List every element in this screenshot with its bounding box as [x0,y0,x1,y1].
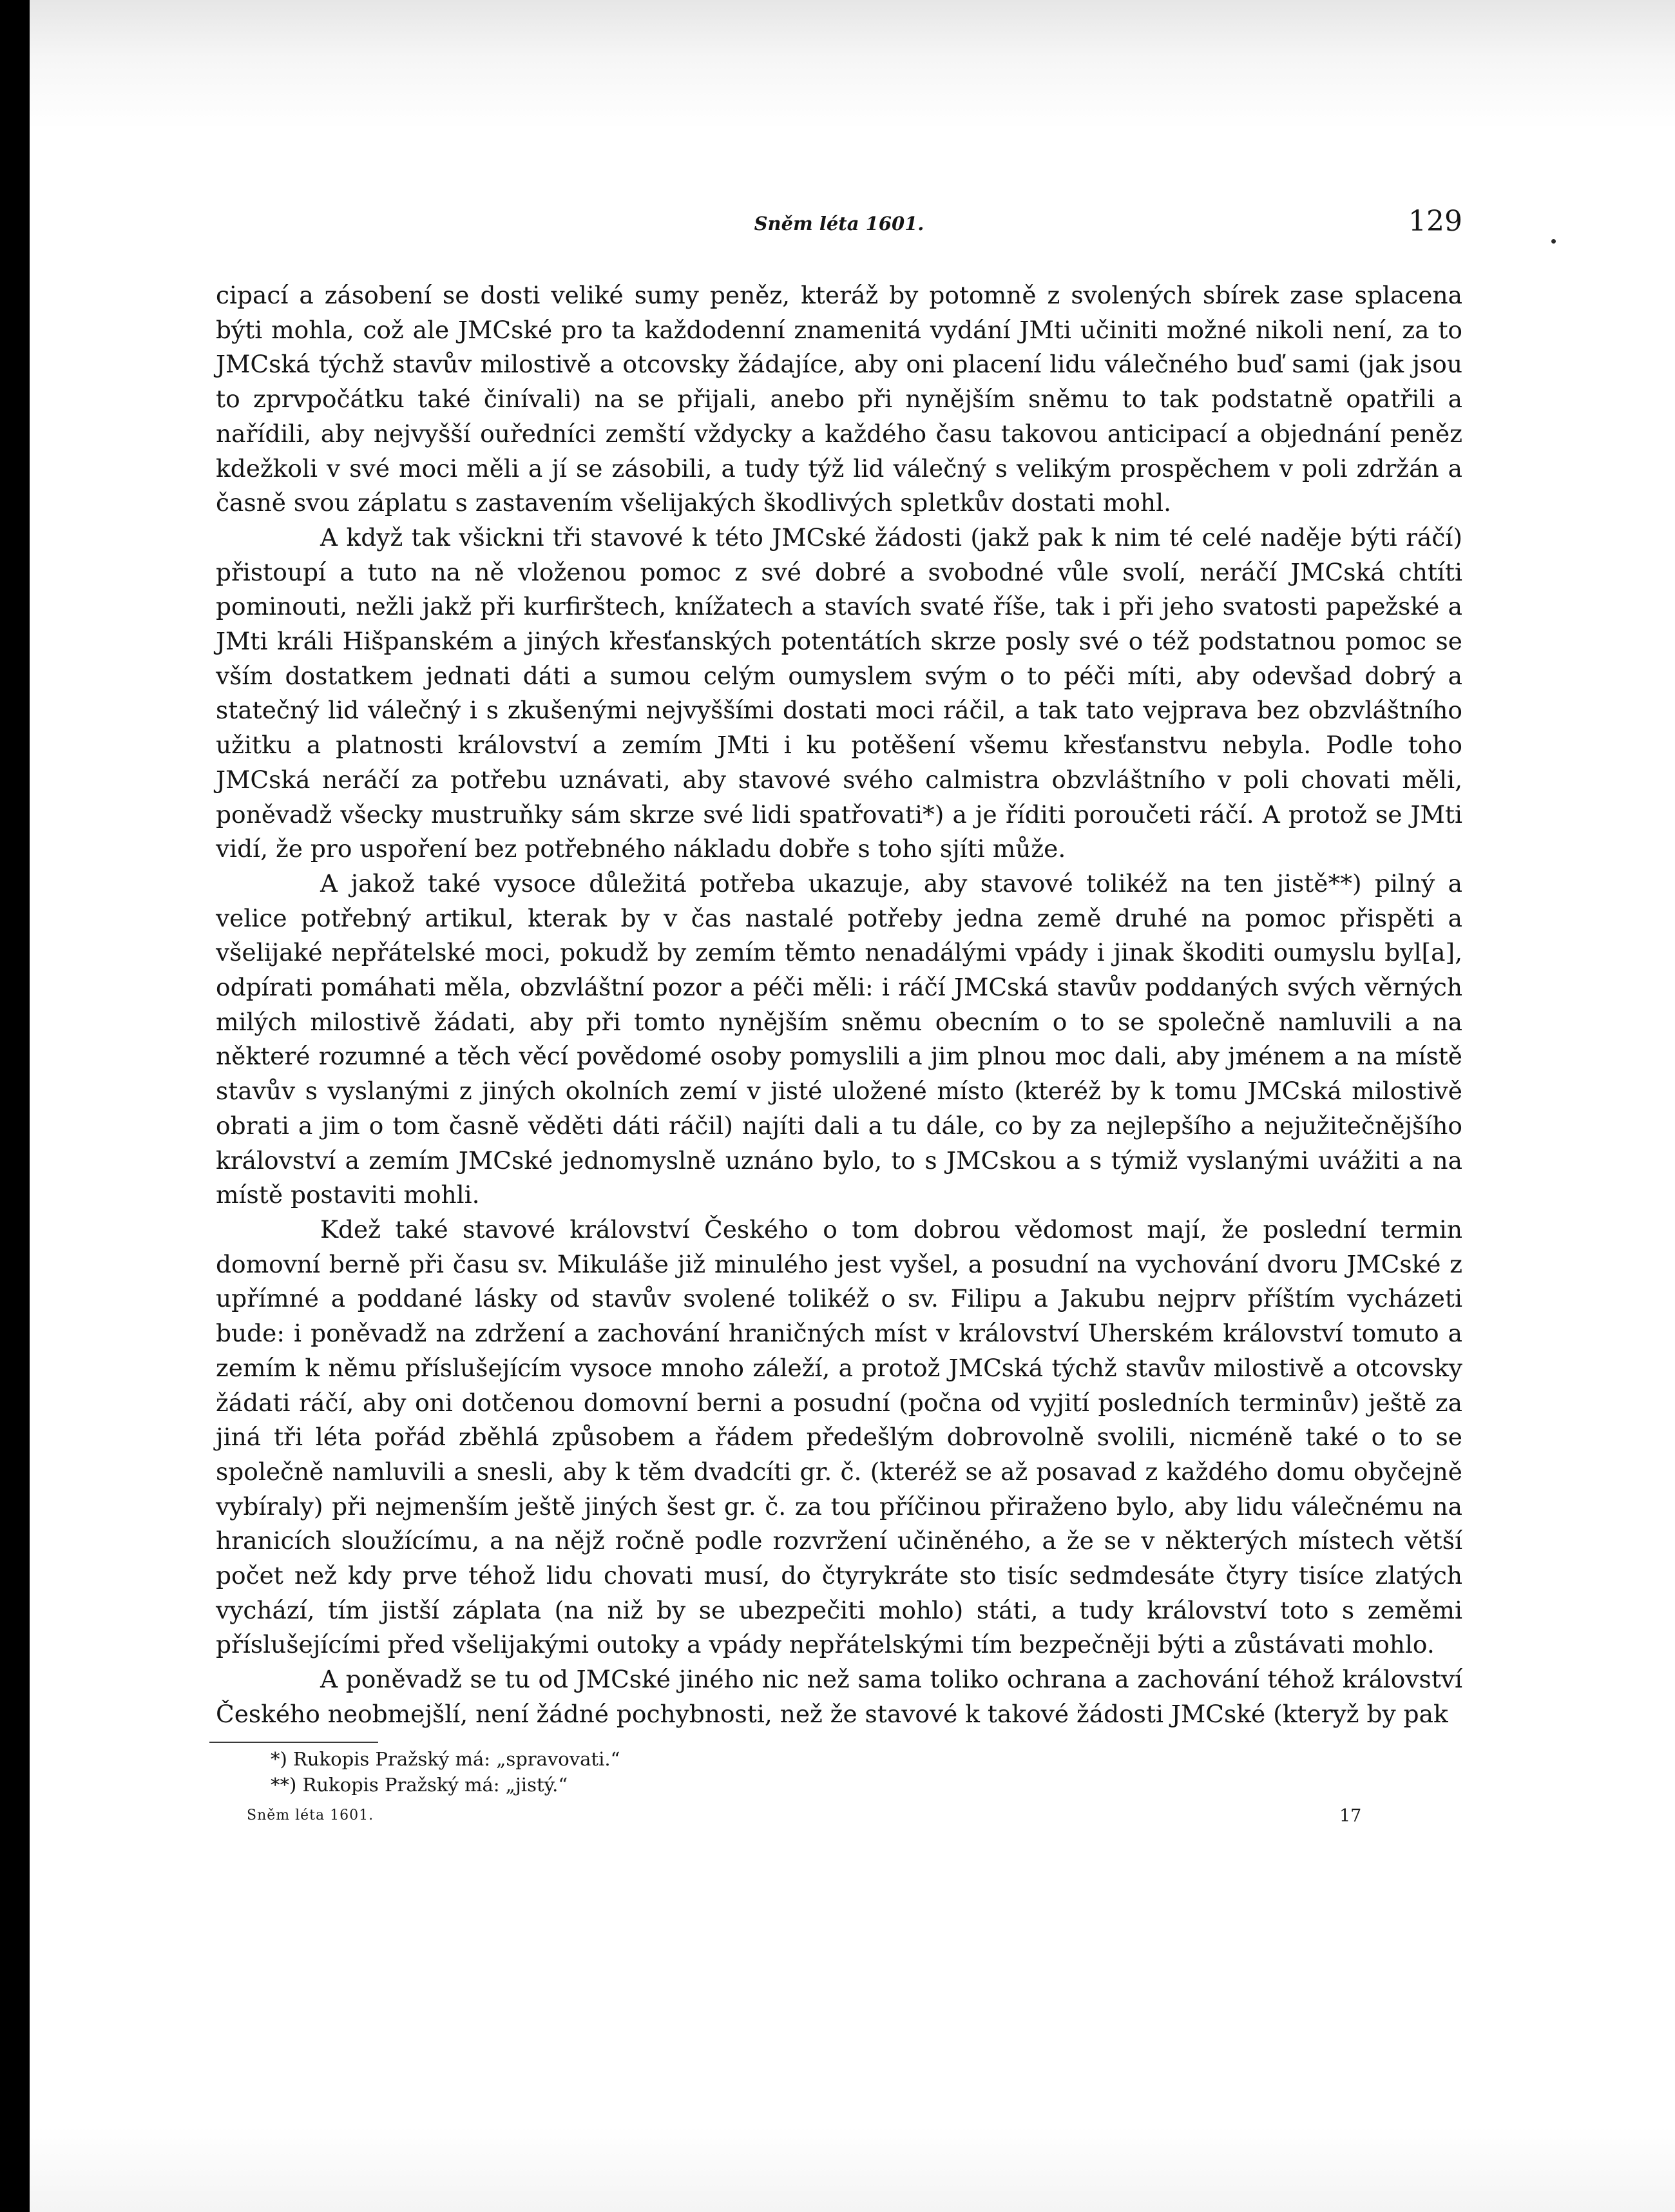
footnotes [271,1746,620,1798]
signature-line [0,1806,1675,1832]
paragraph-3: A jakož také vysoce důležitá potřeba ukazuje, aby stavové tolikéž na ten jistě**) pilný a velice potřebný artikul, kterak by v čas nastalé potřeby jedna země druhé na pomoc přispěti a všelijaké nepřátelské moci, pokudž by zemím těmto nenadálými vpády i jinak škoditi oumyslu byl[a], odpírati pomáhati měla, obzvláštní pozor a péči měli: i ráčí JMCská stavův poddaných svých věrných milých milostivě žádati, aby při tomto nynějším sněmu obecním o to se společně namluvili a na některé rozumné a těch věcí povědomé osoby pomyslili a jim plnou moc dali, aby jménem a na místě stavův s vyslanými z jiných okolních zemí v jisté uložené místo (kteréž by k tomu JMCská milostivě obrati a jim o tom časně věděti dáti ráčil) najíti dali a tu dále, co by za nejlepšího a nejužitečnějšího království a zemím JMCské jednomyslně uznáno bylo, to s JMCskou a s týmiž vyslanými uvážiti a na místě postaviti mohli. [216,869,1462,1209]
signature-mark: Sněm léta 1601. [247,1807,374,1823]
page-header [216,205,1462,244]
footnote-2: **) Rukopis Pražský má: „jistý.“ [271,1774,568,1796]
signature-number: 17 [1339,1806,1362,1826]
page-number: 129 [1408,205,1462,238]
body-text [216,278,1462,1732]
running-title: Sněm léta 1601. [754,213,924,235]
scan-speck [1551,239,1556,244]
footnote-separator [209,1742,378,1743]
footnote-1: *) Rukopis Pražský má: „spravovati.“ [271,1748,620,1770]
paragraph-5: A poněvadž se tu od JMCské jiného nic než sama toliko ochrana a zachování téhož království Českého neobmejšlí, není žádné pochybnosti, než že stavové k takové žádosti JMCské (kteryž by pak [216,1665,1462,1728]
paragraph-2: A když tak všickni tři stavové k této JMCské žádosti (jakž pak k nim té celé naděje býti ráčí) přistoupí a tuto na ně vloženou pomoc z své dobré a svobodné vůle svolí, neráčí JMCská chtíti pominouti, nežli jakž při kurfirštech, knížatech a stavích svaté říše, tak i při jeho svatosti papežské a JMti králi Hišpanském a jiných křesťanských potentátích skrze posly své o též podstatnou pomoc se vším dostatkem jednati dáti a sumou celým oumyslem svým o to péči míti, aby odevšad dobrý a statečný lid válečný i s zkušenými nejvyššími dostati moci ráčil, a tak tato vejprava bez obzvláštního užitku a platnosti království a zemím JMti i ku potěšení všemu křesťanstvu nebyla. Podle toho JMCská neráčí za potřebu uznávati, aby stavové svého calmistra obzvláštního v poli chovati měli, poněvadž všecky mustruňky sám skrze své lidi spatřovati*) a je říditi poroučeti ráčí. A protož se JMti vidí, že pro uspoření bez potřebného nákladu dobře s toho sjíti může. [216,523,1462,863]
paragraph-1: cipací a zásobení se dosti veliké sumy peněz, kteráž by potomně z svolených sbírek zase splacena býti mohla, což ale JMCské pro ta každodenní znamenitá vydání JMti učiniti možné nikoli není, za to JMCská týchž stavův milostivě a otcovsky žádajíce, aby oni placení lidu válečného buď sami (jak jsou to zprvpočátku také činívali) na se přijali, anebo při nynějším sněmu to tak podstatně opatřili a nařídili, aby nejvyšší ouředníci zemští vždycky a každého času takovou anticipací a objednání peněz kdežkoli v své moci měli a jí se zásobili, a tudy týž lid válečný s velikým prospěchem v poli zdržán a časně svou záplatu s zastavením všelijakých škodlivých spletkův dostati mohl. [216,281,1462,517]
paragraph-4: Kdež také stavové království Českého o tom dobrou vědomost mají, že poslední termin domovní berně při času sv. Mikuláše již minulého jest vyšel, a posudní na vychování dvoru JMCské z upřímné a poddané lásky od stavův svolené tolikéž o sv. Filipu a Jakubu nejprv příštím vycházeti bude: i poněvadž na zdržení a zachování hraničných míst v království Uherském království tomuto a zemím k němu příslušejícím vysoce mnoho záleží, a protož JMCská týchž stavův milostivě a otcovsky žádati ráčí, aby oni dotčenou domovní berni a posudní (počna od vyjití posledních terminův) ještě za jiná tři léta pořád zběhlá způsobem a řádem předešlým dobrovolně svolili, nicméně také o to se společně namluvili a snesli, aby k těm dvadcíti gr. č. (kteréž se až posavad z každého domu obyčejně vybíraly) při nejmenším ještě jiných šest gr. č. za tou příčinou přiraženo bylo, aby lidu válečnému na hranicích sloužícímu, a na nějž ročně podle rozvržení učiněného, a že se v některých místech větší počet než kdy prve téhož lidu chovati musí, do čtyrykráte sto tisíc sedmdesáte čtyry tisíce zlatých vychází, tím jistší záplata (na niž by se ubezpečiti mohlo) státi, a tudy království toto s zeměmi příslušejícími před všelijakými outoky a vpády nepřátelskými tím bezpečněji býti a zůstávati mohlo. [216,1215,1462,1659]
